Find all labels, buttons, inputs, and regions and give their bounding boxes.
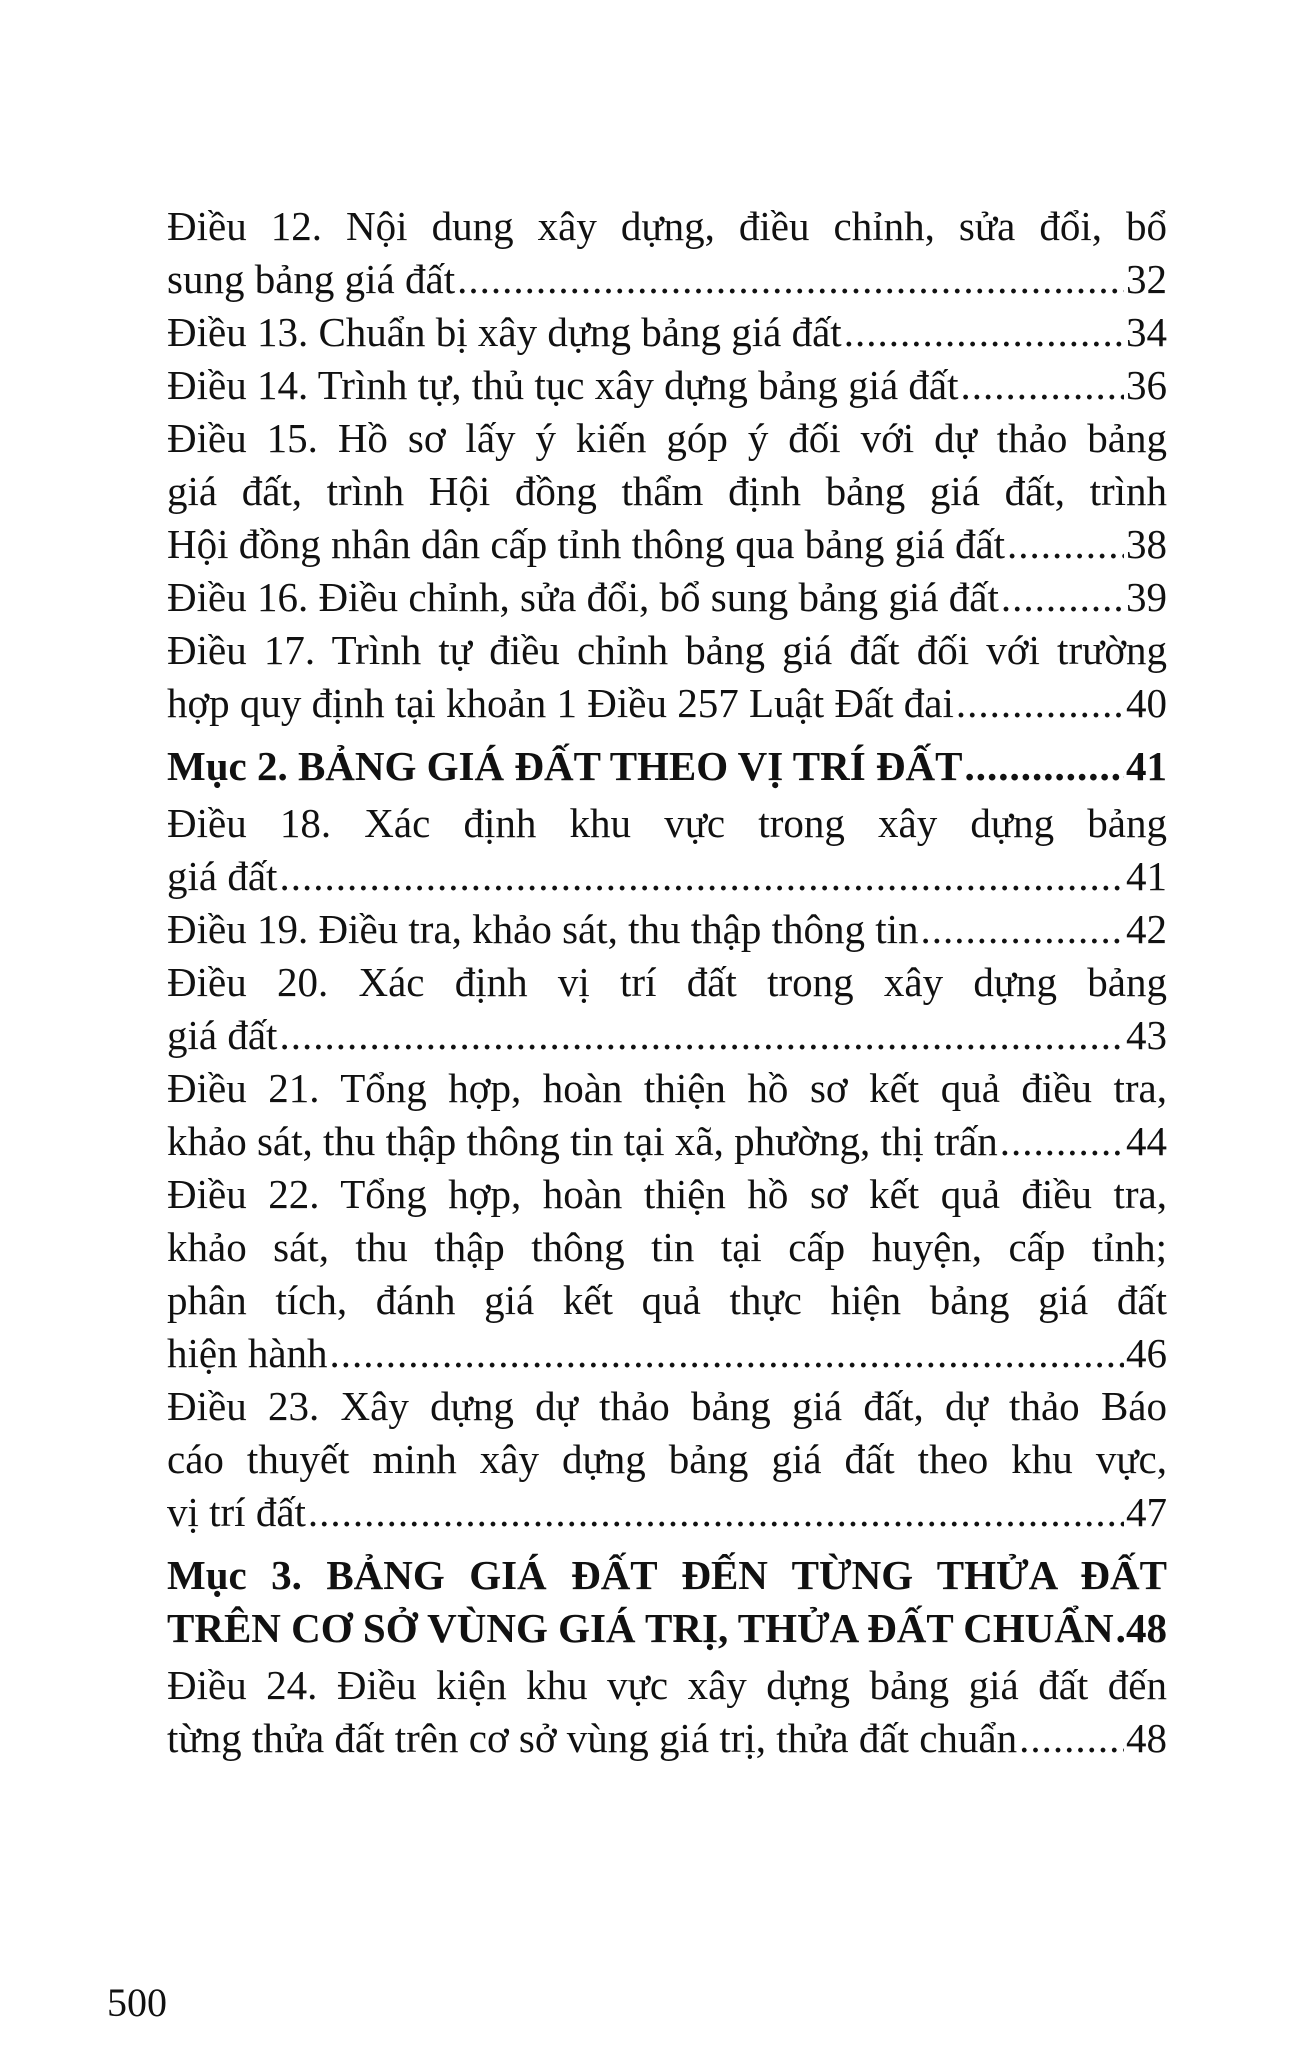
toc-line: [167, 465, 1167, 518]
toc-line-text: Điều 14. Trình tự, thủ tục xây dựng bảng giá đất: [167, 362, 959, 408]
toc-line: [167, 1168, 1167, 1221]
toc-line-text: Điều 15. Hồ sơ lấy ý kiến góp ý đối với dự thảo bảng: [167, 415, 1167, 461]
toc-line-text: Điều 23. Xây dựng dự thảo bảng giá đất, dự thảo Báo: [167, 1383, 1167, 1429]
toc-line: [167, 740, 1167, 793]
toc-line: [167, 200, 1167, 253]
toc-line-text: từng thửa đất trên cơ sở vùng giá trị, thửa đất chuẩn: [167, 1715, 1018, 1761]
toc-page-number: 46: [1126, 1330, 1167, 1376]
toc-line: [167, 624, 1167, 677]
toc-line: [167, 1062, 1167, 1115]
toc-line-text: Điều 19. Điều tra, khảo sát, thu thập thông tin: [167, 906, 919, 952]
toc-line-text: phân tích, đánh giá kết quả thực hiện bảng giá đất: [167, 1277, 1167, 1323]
toc-line: [167, 1659, 1167, 1712]
dot-leader: [308, 1486, 1124, 1539]
toc-line: [167, 1115, 1167, 1168]
dot-leader: [844, 306, 1124, 359]
toc-line-text: cáo thuyết minh xây dựng bảng giá đất theo khu vực,: [167, 1436, 1167, 1482]
toc-entry: [167, 1168, 1167, 1380]
toc-line-text: Điều 18. Xác định khu vực trong xây dựng bảng: [167, 800, 1167, 846]
page-number: 500: [107, 1980, 167, 2025]
dot-leader: [921, 903, 1124, 956]
toc-page-number: 41: [1126, 743, 1167, 789]
toc-page-number: 48: [1126, 1605, 1167, 1651]
toc-page-number: 48: [1126, 1715, 1167, 1761]
toc-entry: [167, 797, 1167, 903]
toc-line: [167, 797, 1167, 850]
toc-line: [167, 518, 1167, 571]
dot-leader: [330, 1327, 1124, 1380]
dot-leader: [1019, 1712, 1124, 1765]
toc-page-number: 32: [1126, 256, 1167, 302]
dot-leader: [964, 740, 1124, 793]
toc-entry: [167, 956, 1167, 1062]
toc-line-text: sung bảng giá đất: [167, 256, 456, 302]
dot-leader: [961, 359, 1125, 412]
toc-entry: [167, 1659, 1167, 1765]
toc-line-text: Điều 24. Điều kiện khu vực xây dựng bảng giá đất đến: [167, 1662, 1167, 1708]
toc-line: [167, 677, 1167, 730]
toc-line: [167, 1712, 1167, 1765]
toc-line-text: hợp quy định tại khoản 1 Điều 257 Luật Đất đai: [167, 680, 954, 726]
toc-entry: [167, 412, 1167, 571]
toc-section-heading: [167, 1549, 1167, 1655]
toc-entry: [167, 624, 1167, 730]
toc-page-number: 44: [1126, 1118, 1167, 1164]
dot-leader: [1000, 1115, 1124, 1168]
toc-line-text: Mục 2. BẢNG GIÁ ĐẤT THEO VỊ TRÍ ĐẤT: [167, 743, 963, 789]
toc-line: [167, 253, 1167, 306]
toc-entry: [167, 306, 1167, 359]
toc-page-number: 40: [1126, 680, 1167, 726]
toc-line: [167, 1486, 1167, 1539]
table-of-contents: [167, 200, 1167, 1765]
toc-page-number: 34: [1126, 309, 1167, 355]
toc-page-number: 36: [1126, 362, 1167, 408]
toc-page-number: 43: [1126, 1012, 1167, 1058]
toc-line: [167, 306, 1167, 359]
toc-entry: [167, 571, 1167, 624]
toc-line-text: hiện hành: [167, 1330, 328, 1376]
toc-entry: [167, 903, 1167, 956]
toc-line: [167, 1221, 1167, 1274]
toc-line: [167, 571, 1167, 624]
dot-leader: [1116, 1602, 1124, 1655]
dot-leader: [1001, 571, 1124, 624]
toc-line-text: giá đất: [167, 1012, 278, 1058]
toc-line-text: TRÊN CƠ SỞ VÙNG GIÁ TRỊ, THỬA ĐẤT CHUẨN: [167, 1605, 1114, 1651]
toc-line-text: Mục 3. BẢNG GIÁ ĐẤT ĐẾN TỪNG THỬA ĐẤT: [167, 1552, 1167, 1598]
toc-line-text: khảo sát, thu thập thông tin tại xã, phường, thị trấn: [167, 1118, 998, 1164]
toc-line-text: giá đất: [167, 853, 278, 899]
toc-line-text: Điều 17. Trình tự điều chỉnh bảng giá đất đối với trường: [167, 627, 1167, 673]
toc-line: [167, 359, 1167, 412]
toc-line: [167, 1602, 1167, 1655]
toc-line-text: vị trí đất: [167, 1489, 306, 1535]
toc-line-text: giá đất, trình Hội đồng thẩm định bảng giá đất, trình: [167, 468, 1167, 514]
toc-entry: [167, 200, 1167, 306]
toc-section-heading: [167, 740, 1167, 793]
toc-line: [167, 850, 1167, 903]
toc-line: [167, 956, 1167, 1009]
toc-line: [167, 903, 1167, 956]
dot-leader: [279, 850, 1124, 903]
toc-page-number: 47: [1126, 1489, 1167, 1535]
toc-line-text: Điều 13. Chuẩn bị xây dựng bảng giá đất: [167, 309, 842, 355]
toc-page-number: 38: [1126, 521, 1167, 567]
dot-leader: [1007, 518, 1124, 571]
dot-leader: [956, 677, 1124, 730]
toc-line: [167, 412, 1167, 465]
toc-line-text: Điều 12. Nội dung xây dựng, điều chỉnh, sửa đổi, bổ: [167, 203, 1167, 249]
toc-line-text: Điều 21. Tổng hợp, hoàn thiện hồ sơ kết quả điều tra,: [167, 1065, 1167, 1111]
toc-line: [167, 1549, 1167, 1602]
toc-line-text: Hội đồng nhân dân cấp tỉnh thông qua bảng giá đất: [167, 521, 1006, 567]
toc-line-text: Điều 22. Tổng hợp, hoàn thiện hồ sơ kết quả điều tra,: [167, 1171, 1167, 1217]
toc-page-number: 39: [1126, 574, 1167, 620]
toc-entry: [167, 1062, 1167, 1168]
toc-line: [167, 1274, 1167, 1327]
toc-entry: [167, 1380, 1167, 1539]
dot-leader: [279, 1009, 1124, 1062]
toc-entry: [167, 359, 1167, 412]
dot-leader: [457, 253, 1124, 306]
toc-line: [167, 1327, 1167, 1380]
toc-page-number: 42: [1126, 906, 1167, 952]
toc-line-text: Điều 16. Điều chỉnh, sửa đổi, bổ sung bảng giá đất: [167, 574, 999, 620]
toc-line: [167, 1433, 1167, 1486]
toc-line-text: Điều 20. Xác định vị trí đất trong xây dựng bảng: [167, 959, 1167, 1005]
toc-line: [167, 1380, 1167, 1433]
toc-line-text: khảo sát, thu thập thông tin tại cấp huyện, cấp tỉnh;: [167, 1224, 1167, 1270]
toc-page-number: 41: [1126, 853, 1167, 899]
toc-line: [167, 1009, 1167, 1062]
